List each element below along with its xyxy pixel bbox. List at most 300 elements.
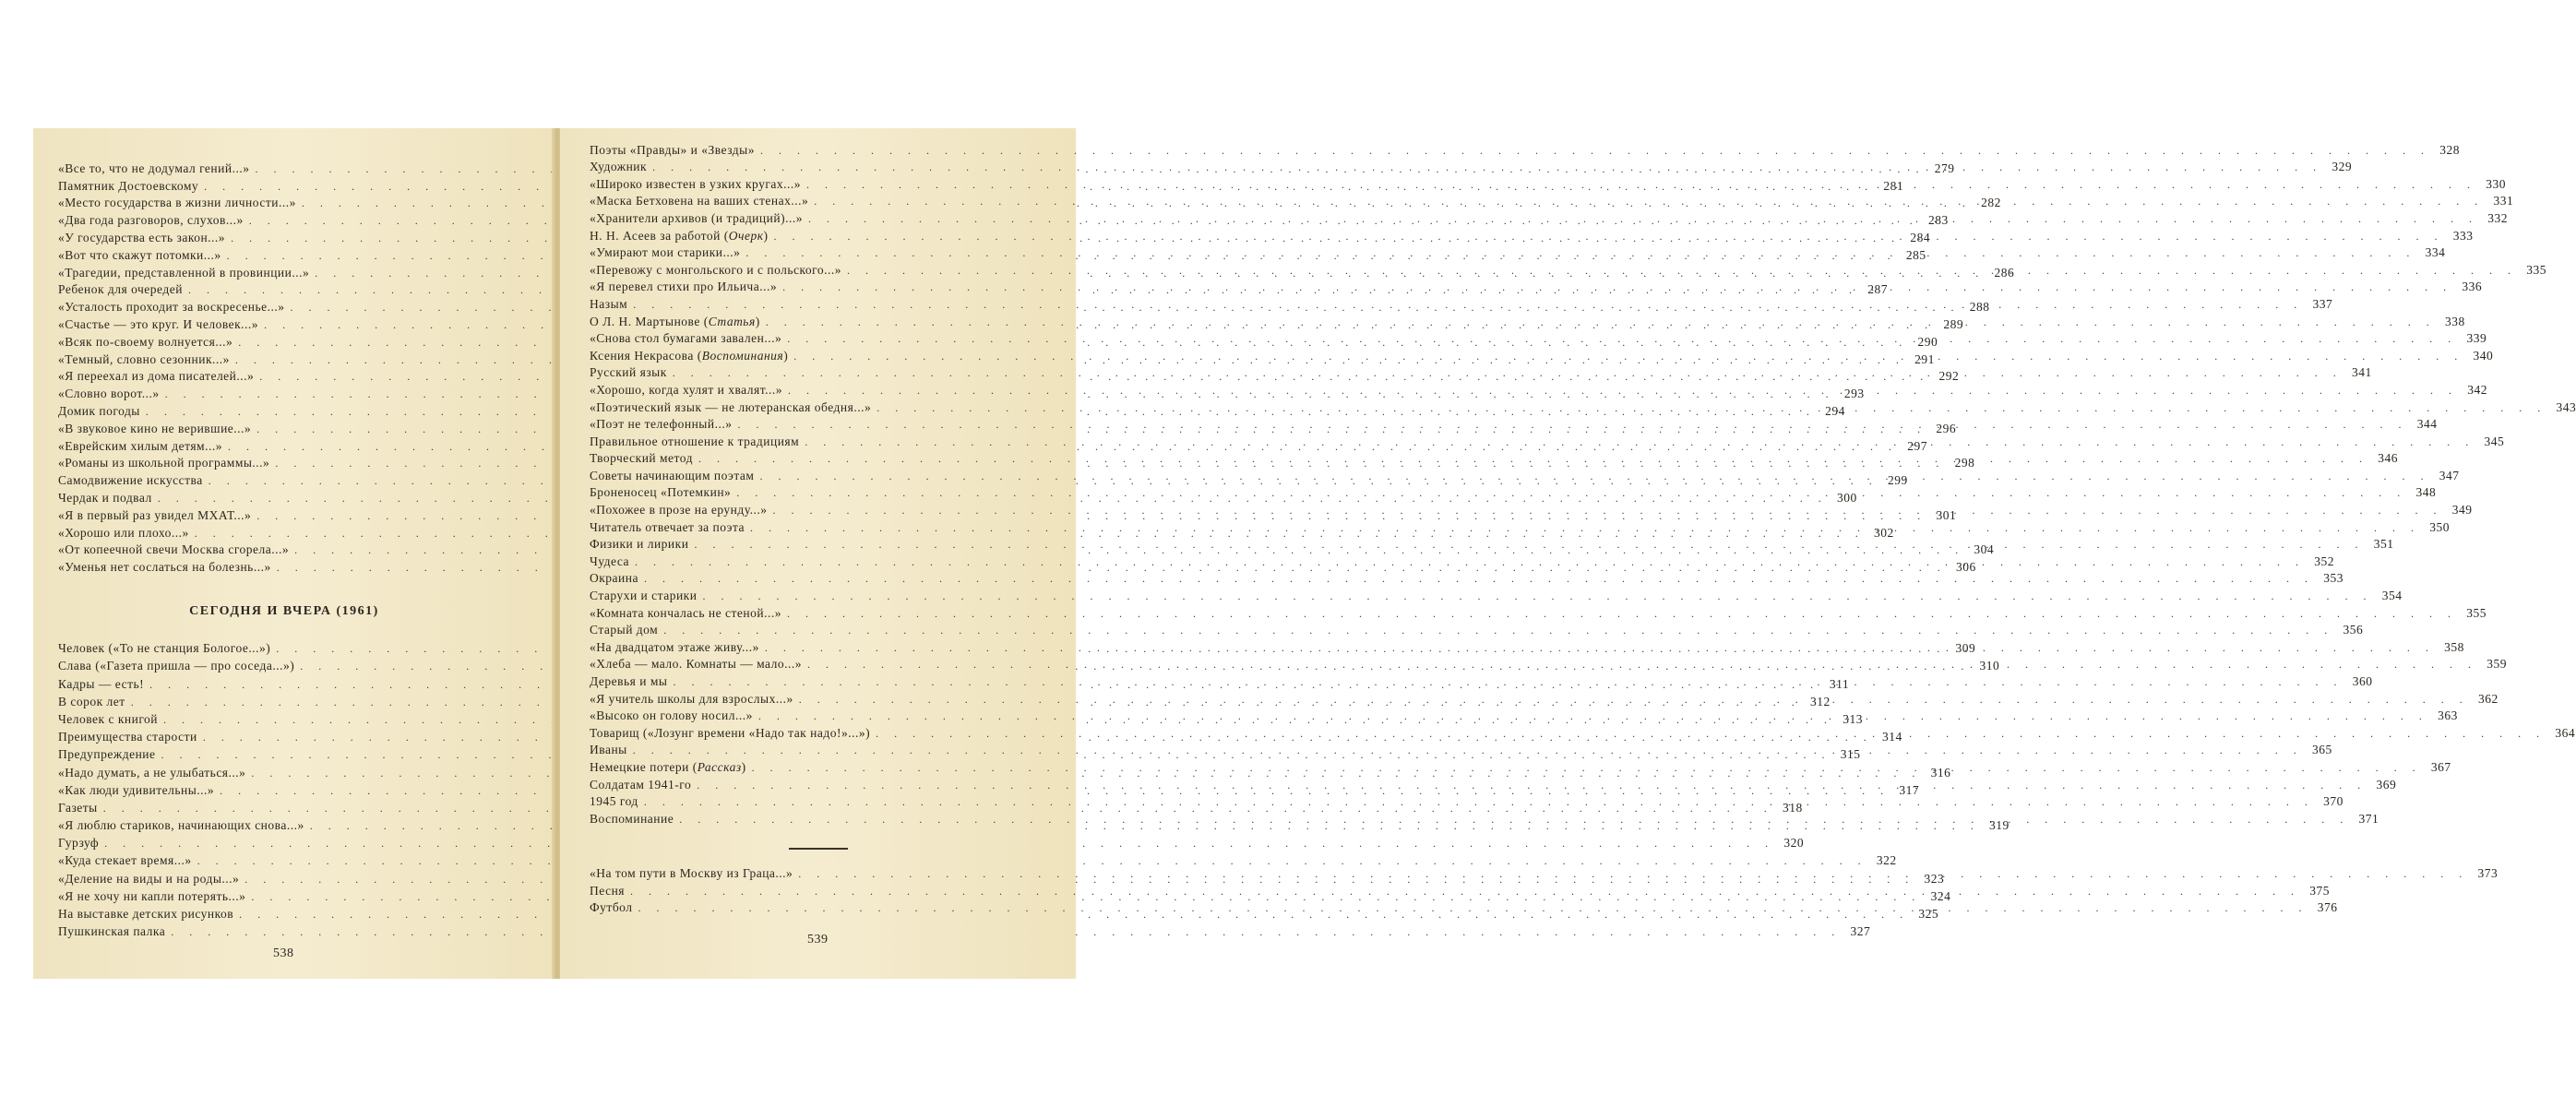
dot-leader [787,607,2457,621]
toc-entry-title-text: Песня [590,883,626,898]
toc-entry-title [58,266,309,280]
toc-entry [58,922,1871,939]
dot-leader [758,709,2428,723]
toc-entry-page: 284 [1910,230,1931,244]
toc-entry-title-text: Кадры — есть! [58,676,145,691]
dot-leader [644,572,2314,586]
book-spread [33,128,2576,979]
toc-entry-title-text: Поэты «Правды» и «Звезды» [590,142,755,157]
toc-entry-title [590,589,697,603]
dot-leader [847,264,2517,278]
toc-entry-title-tail: ) [783,348,789,363]
toc-entry-page: 349 [2451,503,2473,518]
toc-entry-page: 288 [1969,300,1990,315]
toc-entry-title-text: «Перевожу с монгольского и с польского...» [590,262,841,277]
toc-entry-title [590,143,755,158]
toc-entry-title-text: Физики и лирики [590,537,689,552]
toc-entry-title [590,743,627,757]
toc-entry-title-text: Творческий метод [590,451,693,466]
toc-entry-page: 346 [2378,451,2398,466]
toc-entry-title-text: «Я переехал из дома писателей...» [58,369,255,384]
toc-entry-title-text: Футбол [590,900,633,915]
toc-entry-page: 325 [1918,907,1939,921]
dot-leader [787,332,2457,346]
toc-entry-title [590,365,667,380]
toc-entry-title [58,282,183,297]
toc-entry-page: 334 [2425,245,2446,260]
toc-entry-title-tail: ) [741,759,746,774]
dot-leader [807,658,2477,672]
toc-entry-title [590,280,777,294]
toc-entry-title-text: «Счастье — это круг. И человек...» [58,316,259,331]
toc-entry-title [590,708,753,723]
toc-entry-page: 282 [1981,196,2001,210]
toc-entry-title [590,245,740,260]
toc-entry-title-text: «Широко известен в узких кругах...» [590,176,802,191]
toc-entry-page: 347 [2439,468,2460,482]
toc-entry-title [58,526,189,541]
toc-entry-title [58,783,214,798]
toc-entry-title-text: «Умирают мои старики...» [590,245,741,260]
toc-entry-page: 341 [2352,365,2372,380]
toc-entry-title-text: Памятник Достоевскому [58,178,199,193]
toc-entry-title-text: Товарищ («Лозунг времени «Надо так надо!»...») [590,725,871,740]
toc-entry-title-text: «Хлеба — мало. Комнаты — мало...» [590,657,803,672]
toc-entry-page: 367 [2430,759,2451,774]
toc-entry-page: 331 [2493,194,2514,208]
toc-entry-title [58,491,152,506]
toc-entry-title-text: Человек с книгой [58,711,159,726]
dot-leader [694,538,2364,552]
dot-leader [773,504,2443,518]
toc-entry-page: 375 [2309,883,2331,898]
toc-entry-title-text: «От копеечной свечи Москва сгорела...» [58,542,290,557]
toc-entry-title-text: На выставке детских рисунков [58,907,234,921]
toc-entry-page: 304 [1974,542,1995,557]
toc-entry-page: 289 [1943,316,1964,331]
toc-entry-title-text: Русский язык [590,365,667,380]
dot-leader [630,885,2300,899]
dot-leader [798,867,2468,881]
toc-entry-title [590,211,803,226]
toc-entry-title [590,537,688,552]
toc-entry-title-text: «Хорошо, когда хулят и хвалят...» [590,382,782,397]
toc-entry-title-text: «Куда стекает время...» [58,853,192,868]
toc-entry-title [58,766,245,780]
toc-entry-title [58,659,294,673]
toc-entry-page: 293 [1843,387,1865,401]
toc-entry-title-text: «Снова стол бумагами завален...» [590,331,782,346]
toc-entry-title-text: Правильное отношение к традициям [590,434,800,448]
toc-entry-title [590,554,629,569]
toc-entry-page: 363 [2438,708,2458,723]
dot-leader [774,230,2444,244]
toc-entry-title [58,161,249,176]
section-divider [789,848,848,850]
toc-entry-title [590,451,693,466]
toc-entry-page: 279 [1934,161,1955,175]
toc-entry-title-text: Чердак и подвал [58,490,152,505]
toc-entry-title [58,335,233,350]
toc-entry [590,603,2487,621]
toc-entry-title-text: Гурзуф [58,836,100,851]
toc-entry-page: 355 [2466,605,2487,620]
toc-entry-title-text: Предупреждение [58,747,156,762]
toc-entry-title-text: «Маска Бетховена на ваших стенах...» [590,194,809,208]
toc-entry-title-text: Домик погоды [58,403,140,418]
dot-leader [679,813,2349,827]
dot-leader [766,315,2436,329]
dot-leader [633,298,2303,312]
dot-leader [752,761,2422,775]
toc-entry-title-text: Броненосец «Потемкин» [590,485,732,500]
toc-entry-page: 356 [2343,623,2364,637]
toc-entry-title [590,866,793,881]
toc-entry-title [590,726,870,741]
dot-leader [644,795,2314,809]
toc-entry-page: 369 [2376,777,2397,792]
toc-entry-title [58,801,98,815]
toc-entry [590,140,2460,158]
toc-entry-title [58,213,244,228]
toc-entry-title [58,439,222,454]
toc-entry-page: 345 [2484,434,2505,448]
toc-entry-page: 313 [1843,711,1864,726]
toc-entry-page: 323 [1924,871,1945,886]
dot-leader [673,366,2343,380]
toc-entry-page: 291 [1914,351,1935,366]
dot-leader [760,144,2430,158]
dot-leader [799,693,2469,707]
toc-entry-page: 337 [2312,296,2333,311]
toc-entry-title [590,884,625,899]
toc-entry-title [590,434,799,449]
toc-entry-title [58,853,192,868]
toc-entry-title [590,623,658,637]
toc-entry-title-text: «Я в первый раз увидел МХАТ...» [58,507,252,522]
toc-entry-title [590,160,647,174]
toc-entry-title [590,400,871,415]
toc-entry-title-text: «Усталость проходит за воскресенье...» [58,300,285,315]
toc-entry-title-text: «Еврейским хилым детям...» [58,438,222,453]
toc-entry-page: 370 [2323,794,2343,809]
toc-entry-page: 320 [1783,836,1805,851]
toc-entry-title [58,196,296,210]
toc-entry [590,569,2343,587]
toc-entry-title-text: Самодвижение искусства [58,473,203,488]
toc-entry-page: 290 [1917,334,1938,349]
dot-leader [877,401,2546,415]
toc-entry-title-tail: ) [763,228,769,243]
toc-entry-title [590,315,760,329]
toc-entry-genre: Статья [708,314,756,328]
toc-entry-title-text: Ксения Некрасова ( [590,348,702,363]
toc-entry-title-text: Газеты [58,800,98,815]
toc-entry-page: 298 [1954,456,1975,470]
toc-entry-title [58,231,225,245]
toc-entry-title [58,473,203,488]
toc-entry-page: 292 [1938,369,1960,384]
dot-leader [736,486,2406,500]
dot-leader [759,470,2429,483]
page-number-right: 539 [807,933,829,946]
toc-entry-title [590,331,781,346]
toc-entry-title-text: Н. Н. Асеев за работой ( [590,228,729,243]
dot-leader [673,675,2343,689]
toc-entry-title-text: «Темный, словно сезонник...» [58,351,230,366]
toc-entry-page: 285 [1905,247,1926,262]
toc-entry-title [58,387,160,401]
toc-entry-title [590,900,633,915]
toc-entry-title-text: В сорок лет [58,694,125,708]
toc-entry-page: 316 [1930,765,1951,780]
toc-entry-title-text: Преимущества старости [58,730,197,744]
toc-entry-page: 358 [2444,639,2464,654]
toc-entry-title [590,194,808,208]
toc-entry-page: 287 [1867,282,1888,297]
toc-entry-title-text: «Хранители архивов (и традиций)...» [590,210,803,225]
toc-entry-page: 339 [2466,331,2487,346]
toc-entry-page: 353 [2323,571,2343,586]
toc-entry-genre: Воспоминания [701,348,784,363]
toc-entry-title-text: «На двадцатом этаже живу...» [590,639,759,654]
toc-entry-page: 317 [1899,782,1920,797]
toc-entry [58,851,1897,868]
toc-entry-title-text: Советы начинающим поэтам [590,468,755,482]
toc-entry-page: 343 [2556,399,2576,414]
toc-entry-title [58,907,233,922]
toc-entry-page: 318 [1783,800,1803,815]
toc-entry-page: 286 [1994,265,2015,280]
toc-entry-title [590,229,769,244]
section-title: СЕГОДНЯ И ВЧЕРА (1961) [189,604,379,618]
toc-entry-title [58,836,99,851]
dot-leader [806,178,2476,192]
toc-entry [58,833,1805,851]
toc-entry-title-text: Иваны [590,743,627,757]
toc-entry-page: 371 [2358,811,2379,826]
toc-entry-title-text: «Я не хочу ни капли потерять...» [58,888,246,903]
toc-entry-title [590,177,801,192]
toc-entry-title [590,571,638,586]
page-number-left: 538 [273,946,294,960]
toc-entry-title-text: «Похожее в прозе на ерунду...» [590,503,768,518]
dot-leader [635,555,2305,569]
toc-entry-title-text: «Надо думать, а не улыбаться...» [58,765,246,780]
toc-entry [590,586,2403,603]
dot-leader [765,641,2435,655]
toc-entry-page: 338 [2444,314,2465,328]
dot-leader [876,727,2546,741]
toc-entry-title [58,677,144,692]
toc-entry-title-text: «Поэтический язык — не лютеранская обедня...» [590,399,872,414]
toc-entry-page: 330 [2486,176,2507,191]
toc-entry-title [590,263,841,278]
toc-entry-title-text: «Комната кончалась не стеной...» [590,605,781,620]
toc-entry-page: 301 [1936,507,1957,522]
toc-entry-title-text: «Место государства в жизни личности...» [58,196,296,210]
toc-entry-title-text: Деревья и мы [590,674,668,688]
toc-entry-title [58,300,285,315]
toc-entry-title-tail: ) [755,314,760,328]
toc-entry-title-text: Человек («То не станция Бологое...») [58,641,271,656]
toc-entry-page: 362 [2477,691,2498,706]
toc-entry-title-text: Пушкинская палка [58,924,166,939]
toc-entry-page: 300 [1836,490,1857,505]
toc-entry-page: 327 [1850,924,1871,939]
toc-entry-title-text: Слава («Газета пришла — про соседа...») [58,659,295,673]
toc-entry-title-text: «На том пути в Москву из Граца...» [590,865,793,880]
toc-entry-title-text: Назым [590,296,628,311]
toc-entry-title [58,712,158,727]
toc-entry-title [590,760,746,775]
dot-leader [652,161,2322,174]
toc-entry-title-text: «Словно ворот...» [58,387,160,401]
dot-leader [788,384,2458,398]
toc-entry-title [58,317,258,332]
toc-entry-page: 354 [2381,589,2403,603]
toc-entry-page: 340 [2473,348,2494,363]
toc-entry-title-text: Старый дом [590,623,659,637]
toc-entry-title [58,889,245,904]
toc-entry-title [58,924,165,939]
toc-entry-title-text: Старухи и старики [590,589,698,603]
toc-entry-title [58,369,254,384]
toc-entry-title [58,352,230,367]
toc-entry-title [590,297,627,312]
toc-entry-title [590,640,759,655]
dot-leader [638,901,2308,915]
toc-entry-title-text: Окраина [590,571,638,586]
toc-entry-page: 348 [2415,485,2437,500]
toc-entry-title-text: «Поэт не телефонный...» [590,417,733,432]
toc-entry-title-text: «Все то, что не додумал гений...» [58,161,250,175]
toc-entry-title [58,542,289,557]
toc-entry-title [58,730,197,744]
toc-entry-title-text: «Как люди удивительны...» [58,782,215,797]
toc-entry-title [58,872,239,887]
toc-entry-title-text: «Романы из школьной программы...» [58,456,270,470]
toc-entry-title-text: «У государства есть закон...» [58,230,226,244]
toc-entry-page: 310 [1979,659,2000,673]
toc-entry-title [58,422,251,436]
toc-entry-title-text: «Я учитель школы для взрослых...» [590,691,793,706]
toc-entry-title [58,508,251,523]
dot-leader [805,435,2475,449]
toc-entry-title-text: «Хорошо или плохо...» [58,525,189,540]
toc-entry-page: 336 [2462,280,2483,294]
toc-entry-title-text: «Деление на виды и на роды...» [58,871,240,886]
toc-entry-title [58,560,271,575]
toc-entry-title [590,383,782,398]
toc-entry-title [590,349,788,363]
dot-leader [737,418,2407,432]
dot-leader [745,246,2415,260]
toc-entry-title [58,641,270,656]
toc-entry-title [58,456,269,470]
toc-entry-page: 376 [2317,900,2338,915]
toc-entry-title [590,503,768,518]
toc-entry-title [58,248,221,263]
dot-leader [663,624,2333,637]
dot-leader [793,350,2463,363]
toc-entry-title-text: «Высоко он голову носил...» [590,708,753,723]
toc-entry-page: 351 [2373,537,2394,552]
toc-entry [590,621,2364,638]
toc-entry-page: 281 [1883,178,1904,193]
dot-leader [808,212,2478,226]
toc-entry-page: 329 [2332,160,2353,174]
dot-leader [750,521,2420,535]
toc-entry-page: 342 [2467,382,2487,397]
toc-entry-title [590,674,667,689]
toc-entry-title [58,818,304,833]
dot-leader [633,744,2303,757]
toc-entry-title-text: «Я люблю стариков, начинающих снова...» [58,818,304,833]
toc-entry-page: 283 [1927,213,1949,228]
toc-entry-title [590,692,793,707]
dot-leader [782,280,2452,294]
toc-entry-page: 335 [2526,262,2546,277]
toc-entry-title [590,778,691,792]
toc-entry-page: 364 [2555,725,2576,740]
toc-entry-page: 297 [1907,438,1927,453]
toc-entry-page: 360 [2352,674,2373,688]
toc-entry-title [58,747,156,762]
dot-leader [702,589,2372,603]
toc-entry-title [590,657,802,672]
toc-entry-title-text: Читатель отвечает за поэта [590,519,745,534]
toc-entry-title [590,485,731,500]
toc-entry-title-text: «Вот что скажут потомки...» [58,247,221,262]
toc-entry-page: 344 [2416,417,2438,432]
toc-entry-title-text: Солдатам 1941-го [590,777,692,792]
dot-leader [814,195,2484,208]
toc-entry-title-text: Чудеса [590,554,630,568]
toc-entry-page: 302 [1873,525,1894,540]
toc-entry-page: 350 [2429,519,2451,534]
toc-entry-title-text: Художник [590,160,648,174]
toc-entry-title [590,606,781,621]
toc-entry-page: 332 [2487,210,2508,225]
toc-entry-title-text: «Я перевел стихи про Ильича...» [590,280,778,294]
toc-entry-page: 359 [2487,657,2508,672]
toc-entry-title [590,794,638,809]
toc-entry-page: 328 [2439,142,2460,157]
toc-entry-page: 322 [1876,853,1897,868]
toc-entry-page: 309 [1955,641,1976,656]
toc-entry-title [590,417,732,432]
toc-entry-title-text: «Трагедии, представленной в провинции...» [58,265,310,280]
toc-entry-page: 324 [1930,888,1951,903]
toc-entry-title [590,469,754,483]
toc-entry-title-text: «Уменья нет сослаться на болезнь...» [58,560,271,575]
toc-entry-page: 314 [1881,730,1902,744]
toc-entry-page: 352 [2314,554,2335,568]
toc-entry-page: 319 [1988,818,2010,833]
toc-entry-page: 306 [1955,560,1976,575]
toc-entry-title [590,520,745,535]
toc-entry-title-text: Воспоминание [590,811,674,826]
toc-entry-title-text: О Л. Н. Мартынове ( [590,314,709,328]
toc-entry-title-text: 1945 год [590,794,638,809]
toc-entry-page: 312 [1809,694,1831,708]
toc-entry-page: 299 [1887,473,1908,488]
toc-entry-title-text: Немецкие потери ( [590,759,698,774]
toc-entry-page: 315 [1840,747,1861,762]
toc-entry-title-text: «В звуковое кино не верившие...» [58,421,252,435]
toc-entry-title [58,404,140,419]
